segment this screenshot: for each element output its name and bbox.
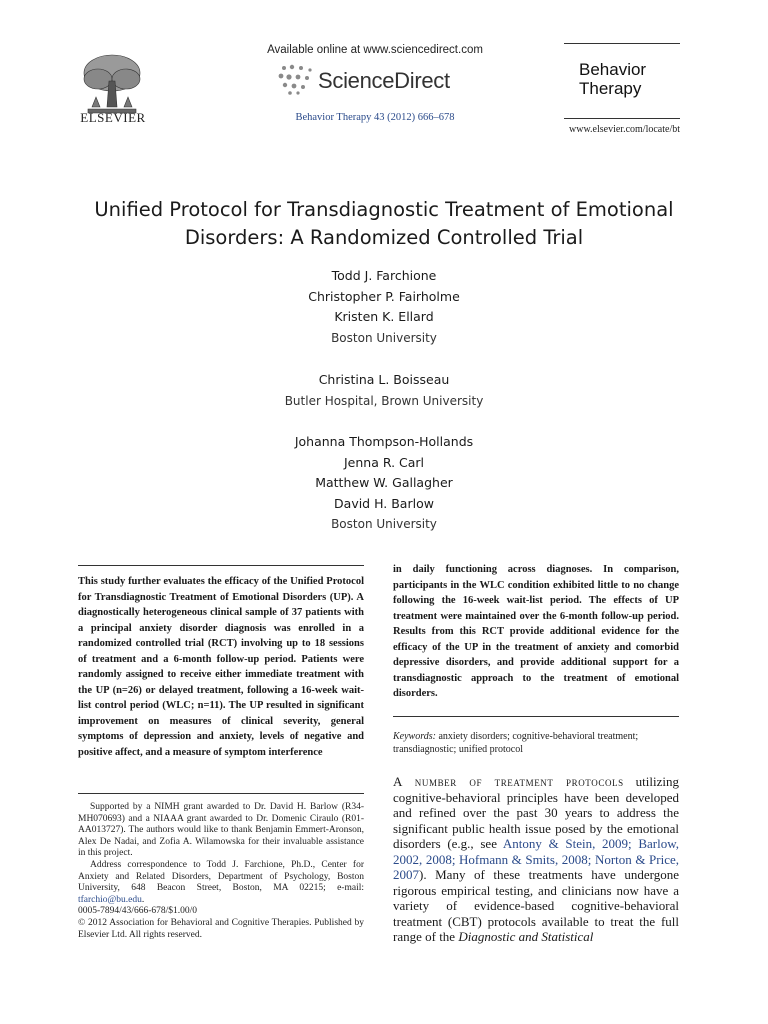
- author-affiliation: Butler Hospital, Brown University: [284, 393, 484, 408]
- correspondence-note: [78, 860, 364, 906]
- author-group-1: [184, 266, 584, 348]
- keywords-text: anxiety disorders; cognitive-behavioral treatment; transdiagnostic; unified protocol: [393, 731, 639, 755]
- journal-url-link[interactable]: www.elsevier.com/locate/bt: [569, 124, 680, 135]
- author-name: Johanna Thompson-Hollands: [294, 434, 474, 449]
- header-rule-top: [564, 43, 680, 44]
- copyright-note: © 2012 Association for Behavioral and Cognitive Therapies. Published by Elsevier Ltd. All rights reserved.: [78, 917, 364, 940]
- issn-note: 0005-7894/43/666-678/$1.00/0: [78, 906, 198, 917]
- author-group-3: [184, 432, 584, 535]
- article-title-line1: Unified Protocol for Transdiagnostic Treatment of Emotional: [94, 198, 674, 221]
- author-group-2: [184, 370, 584, 411]
- sciencedirect-dots-icon: [276, 62, 316, 96]
- footnotes: [78, 802, 364, 941]
- body-text-1: utilizing cognitive-behavioral principles have been developed and refined over the past 30 years to address the significant public health issue posed by the emotional disorders (e.g., see: [393, 774, 679, 851]
- body-paragraph: [393, 774, 679, 945]
- body-italic-text: Diagnostic and Statistical: [458, 929, 594, 944]
- journal-title-line1: Behavior: [579, 60, 647, 79]
- keywords: [393, 730, 679, 756]
- correspondence-end: .: [141, 894, 145, 905]
- lead-in-text: A number of treatment protocols: [393, 774, 624, 789]
- abstract-rule-top: [78, 565, 364, 566]
- abstract-rule-bottom: [393, 716, 679, 717]
- author-affiliation: Boston University: [331, 517, 437, 531]
- header-rule-bottom: [564, 118, 680, 119]
- correspondence-address: Address correspondence to Todd J. Farchione, Ph.D., Center for Anxiety and Related Disorders, Department of Psychology, Boston University, 648 Beacon Street, Boston, MA 02215; e-mail:: [78, 859, 364, 894]
- available-online-text: Available online at www.sciencedirect.com: [267, 44, 483, 56]
- keywords-label: Keywords:: [393, 731, 436, 742]
- abstract-text-right: in daily functioning across diagnoses. In comparison, participants in the WLC condition exhibited little to no change following the 16-week wait-list period. The effects of UP treatment were maintained over the 6-month follow-up period. Results from this RCT provide additional evidence for the efficacy of the UP in the treatment of anxiety and comorbid depressive disorders, and provide additional support for a transdiagnostic approach to the treatment of emotional disorders.: [393, 564, 679, 699]
- footnote-rule: [78, 793, 364, 794]
- journal-citation-link[interactable]: Behavior Therapy 43 (2012) 666–678: [295, 112, 455, 123]
- journal-title: [579, 60, 679, 98]
- author-name: Todd J. Farchione: [331, 268, 437, 283]
- publisher-name: ELSEVIER: [80, 110, 146, 125]
- sciencedirect-wordmark: ScienceDirect: [318, 68, 450, 93]
- journal-title-line2: Therapy: [579, 79, 642, 98]
- author-affiliation: Boston University: [331, 330, 437, 345]
- author-name: Kristen K. Ellard: [334, 309, 434, 324]
- author-name: David H. Barlow: [334, 495, 434, 511]
- article-title: [60, 196, 708, 252]
- author-name: Christopher P. Fairholme: [308, 288, 460, 304]
- abstract-text-left: This study further evaluates the efficacy of the Unified Protocol for Transdiagnostic Treatment of Emotional Disorders (UP). A diagnostically heterogeneous clinical sample of 37 patients with a principal anxiety disorder diagnosis was enrolled in a randomized controlled trial (RCT) involving up to 18 sessions of treatment and a 6-month follow-up period. Patients were randomly assigned to receive either immediate treatment with the UP (n=26) or delayed treatment, following a 16-week wait-list control period (WLC; n=11). The UP resulted in significant improvement on measures of clinical severity, general symptoms of depression and anxiety, levels of negative and positive affect, and a measure of symptom interference: [78, 576, 364, 758]
- body-text-2: ). Many of these treatments have undergone rigorous empirical testing, and clinicians now have a variety of evidence-based cognitive-behavioral treatment (CBT) protocols available to treat the full range of the: [393, 867, 679, 944]
- author-name: Jenna R. Carl: [343, 454, 425, 470]
- email-link[interactable]: tfarchio@bu.edu: [78, 894, 142, 905]
- article-title-line2: Disorders: A Randomized Controlled Trial: [184, 226, 584, 249]
- funding-note: Supported by a NIMH grant awarded to Dr. David H. Barlow (R34-MH070693) and a NIAAA grant awarded to Dr. Domenic Ciraulo (R01-AA013727). The authors would like to thank Benjamin Emmert-Aronson, Alex De Nadai, and Zofia A. Wilamowska for their invaluable assistance in this project.: [78, 802, 364, 859]
- author-name: Matthew W. Gallagher: [315, 475, 453, 490]
- citation-links[interactable]: Antony & Stein, 2009; Barlow, 2002, 2008; Hofmann & Smits, 2008; Norton & Price, 2007: [393, 836, 680, 882]
- author-name: Christina L. Boisseau: [318, 372, 450, 387]
